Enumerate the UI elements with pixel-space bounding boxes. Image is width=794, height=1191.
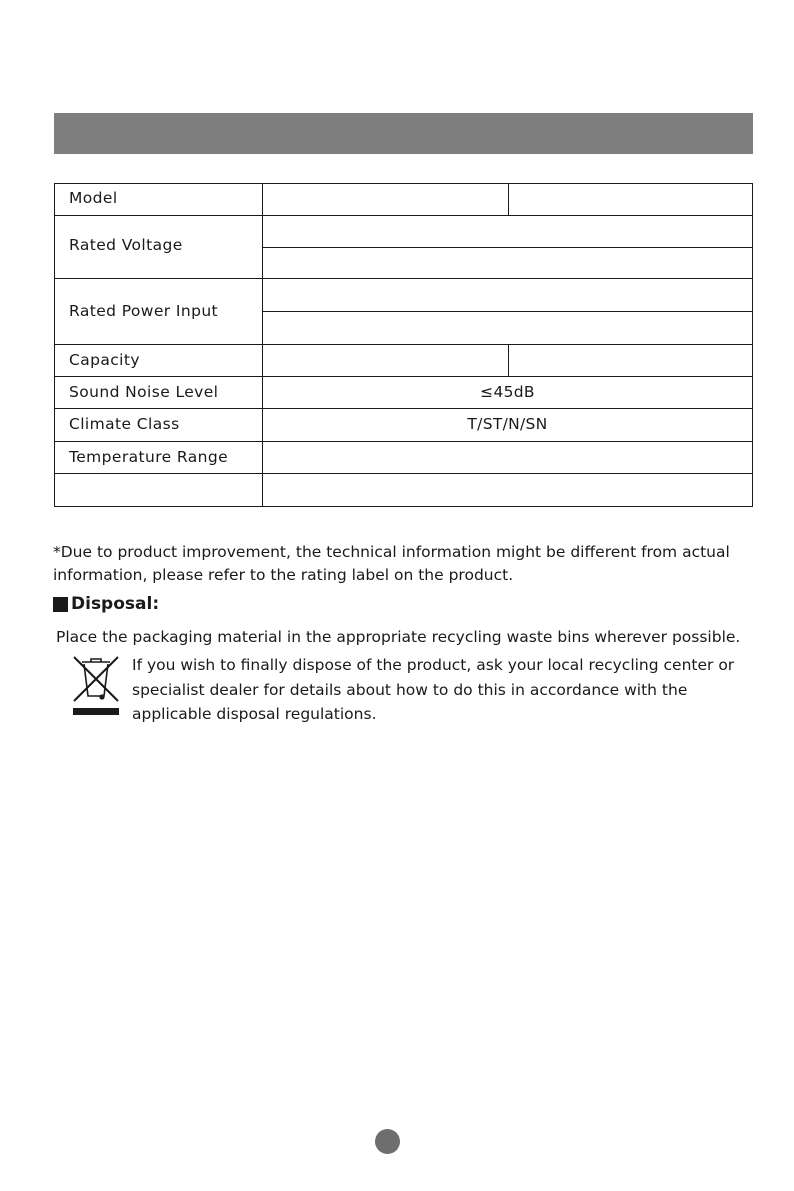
row-divider — [55, 215, 752, 216]
section-header-bar — [54, 113, 753, 154]
label-temperature-range: Temperature Range — [69, 448, 229, 466]
label-rated-power-input: Rated Power Input — [69, 302, 219, 320]
row-divider — [55, 473, 752, 474]
row-divider — [55, 441, 752, 442]
disposal-instructions-text: If you wish to finally dispose of the product, ask your local recycling center or specialist dealer for details about how to do this in accordance with the applicable disposal regulations. — [132, 656, 735, 723]
row-divider — [55, 278, 752, 279]
value-sound-noise-level: ≤45dB — [480, 383, 535, 401]
label-rated-voltage: Rated Voltage — [69, 236, 183, 254]
disposal-heading — [53, 594, 159, 614]
disposal-heading-text: Disposal: — [71, 594, 160, 614]
technical-info-note: *Due to product improvement, the technical information might be different from actual information, please refer to the rating label on the product. — [53, 543, 730, 584]
label-model: Model — [69, 189, 118, 207]
disposal-packaging-text: Place the packaging material in the appropriate recycling waste bins wherever possible. — [56, 628, 741, 646]
label-capacity: Capacity — [69, 351, 140, 369]
subrow-divider — [263, 247, 752, 248]
heading-bullet-square — [53, 597, 68, 612]
row-divider — [55, 376, 752, 377]
page-number-dot — [375, 1129, 400, 1154]
label-climate-class: Climate Class — [69, 415, 180, 433]
column-divider — [262, 184, 263, 506]
row-divider — [55, 344, 752, 345]
subrow-divider — [263, 311, 752, 312]
value-climate-class: T/ST/N/SN — [467, 415, 548, 433]
weee-crossed-bin-icon — [72, 655, 120, 717]
spec-table — [54, 183, 753, 507]
model-cell-divider — [508, 184, 509, 215]
label-sound-noise-level: Sound Noise Level — [69, 383, 219, 401]
capacity-cell-divider — [508, 344, 509, 376]
row-divider — [55, 408, 752, 409]
